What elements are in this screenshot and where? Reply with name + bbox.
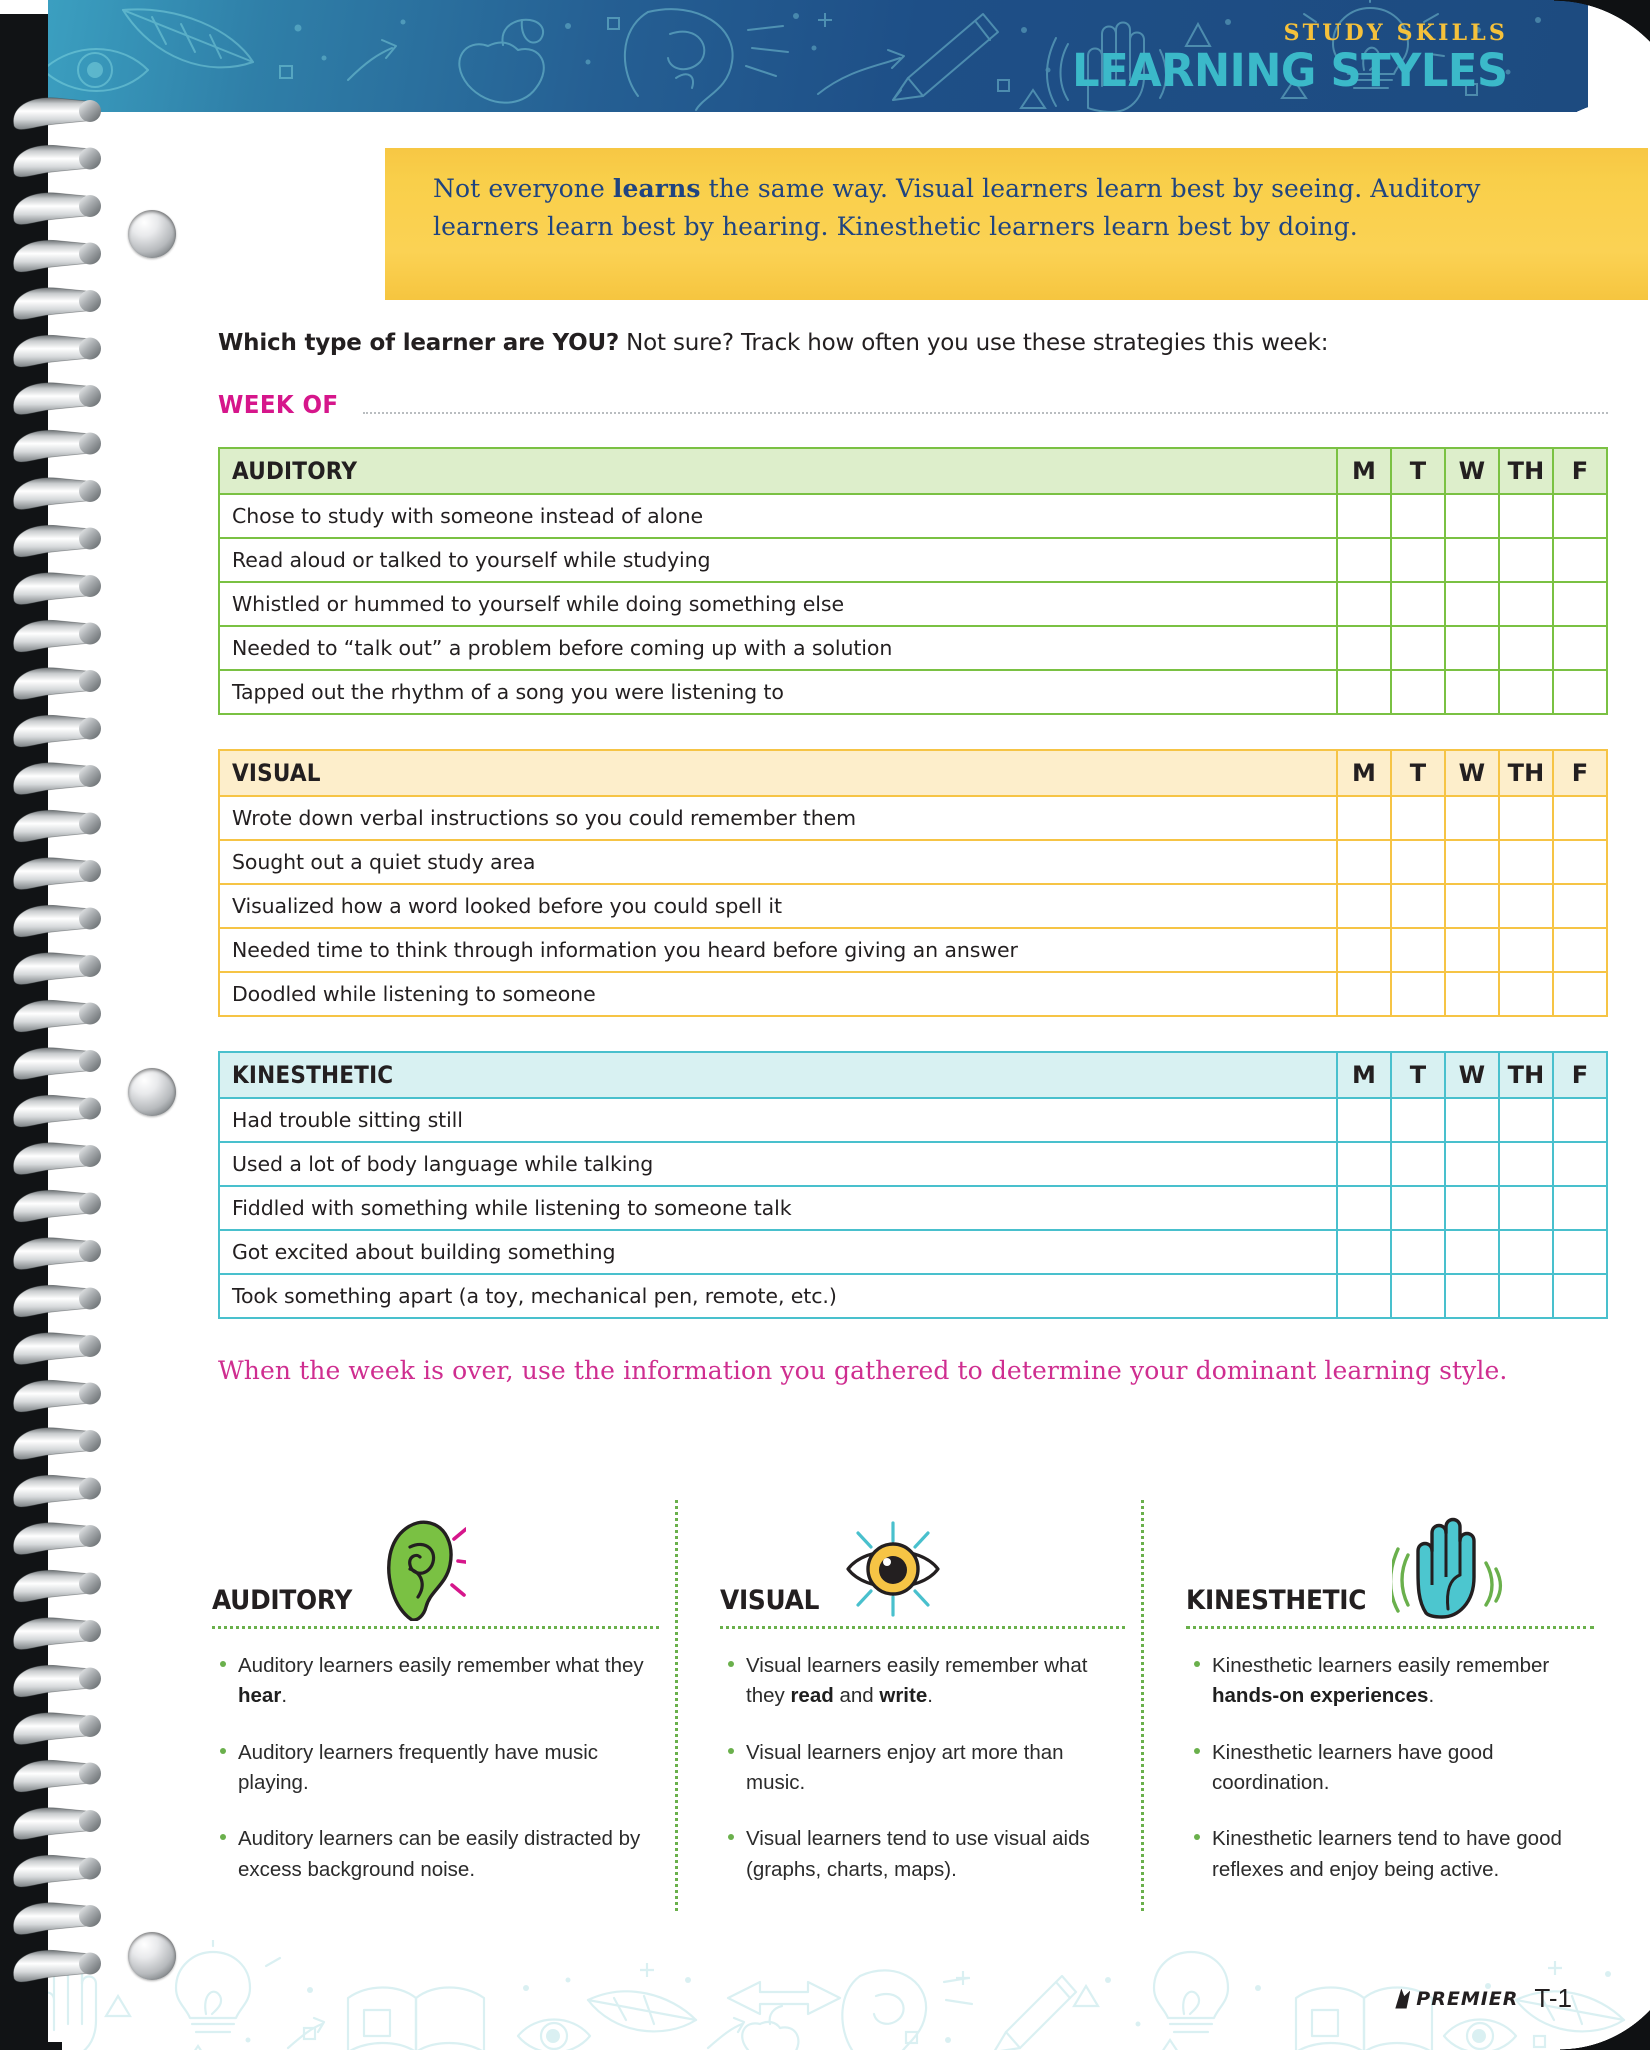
check-cell-th[interactable] <box>1499 1098 1553 1142</box>
page-title: LEARNING STYLES <box>1072 44 1508 97</box>
fact-text: Visual learners enjoy art more than music. <box>746 1740 1064 1794</box>
visual-item-label: Doodled while listening to someone <box>219 972 1337 1016</box>
hole-punch <box>128 210 176 258</box>
table-row <box>219 1098 1607 1142</box>
main-content <box>218 330 1608 1389</box>
check-cell-t[interactable] <box>1391 626 1445 670</box>
week-of-label: WEEK OF <box>218 390 339 419</box>
fact-text: Auditory learners frequently have music playing. <box>238 1740 599 1794</box>
check-cell-f[interactable] <box>1553 1098 1607 1142</box>
tracking-prompt-question: Which type of learner are YOU? <box>218 330 620 356</box>
list-item <box>1190 1824 1584 1885</box>
kinesthetic-item-label: Had trouble sitting still <box>219 1098 1337 1142</box>
auditory-item-label: Whistled or hummed to yourself while doing something else <box>219 582 1337 626</box>
kinesthetic-checklist-table <box>218 1051 1608 1319</box>
check-cell-w[interactable] <box>1445 840 1499 884</box>
summary-facts-visual <box>720 1651 1125 1885</box>
auditory-item-label: Chose to study with someone instead of alone <box>219 494 1337 538</box>
list-item <box>216 1824 649 1885</box>
visual-item-label: Wrote down verbal instructions so you could remember them <box>219 796 1337 840</box>
premier-logo <box>1395 1988 1518 2010</box>
day-header-f: F <box>1553 448 1607 494</box>
fact-text: Visual learners easily remember what they <box>746 1654 1088 1708</box>
kinesthetic-item-label: Took something apart (a toy, mechanical pen, remote, etc.) <box>219 1274 1337 1318</box>
check-cell-t[interactable] <box>1391 1230 1445 1274</box>
summary-divider-visual <box>720 1626 1125 1629</box>
day-header-f: F <box>1553 1052 1607 1098</box>
check-cell-w[interactable] <box>1445 1274 1499 1318</box>
page-corner-top-right <box>1554 0 1650 150</box>
list-item <box>216 1738 649 1799</box>
check-cell-w[interactable] <box>1445 796 1499 840</box>
check-cell-f[interactable] <box>1553 670 1607 714</box>
table-row <box>219 1274 1607 1318</box>
hole-punch <box>128 1068 176 1116</box>
check-cell-t[interactable] <box>1391 538 1445 582</box>
day-header-m: M <box>1337 750 1391 796</box>
check-cell-m[interactable] <box>1337 582 1391 626</box>
summary-facts-auditory <box>212 1651 659 1885</box>
intro-part-1: Not everyone <box>433 174 613 203</box>
day-header-m: M <box>1337 1052 1391 1098</box>
visual-item-label: Needed time to think through information you heard before giving an answer <box>219 928 1337 972</box>
day-header-w: W <box>1445 750 1499 796</box>
page-corner-bottom-right <box>1560 1910 1650 2050</box>
check-cell-m[interactable] <box>1337 626 1391 670</box>
check-cell-f[interactable] <box>1553 1142 1607 1186</box>
table-row <box>219 670 1607 714</box>
closing-instruction: When the week is over, use the information you gathered to determine your dominant learning style. <box>218 1356 1508 1385</box>
auditory-item-label: Tapped out the rhythm of a song you were listening to <box>219 670 1337 714</box>
check-cell-th[interactable] <box>1499 670 1553 714</box>
check-cell-f[interactable] <box>1553 494 1607 538</box>
summary-title-auditory: AUDITORY <box>212 1585 353 1616</box>
check-cell-f[interactable] <box>1553 840 1607 884</box>
fact-text: Auditory learners easily remember what they <box>238 1654 644 1677</box>
kinesthetic-item-label: Fiddled with something while listening to someone talk <box>219 1186 1337 1230</box>
check-cell-t[interactable] <box>1391 884 1445 928</box>
table-row <box>219 884 1607 928</box>
check-cell-m[interactable] <box>1337 1142 1391 1186</box>
kinesthetic-item-label: Got excited about building something <box>219 1230 1337 1274</box>
summary-header-kinesthetic <box>1186 1500 1594 1620</box>
fact-bold-2: write <box>879 1684 928 1708</box>
banner-title-group <box>1054 20 1508 97</box>
table-row <box>219 582 1607 626</box>
kinesthetic-table-title <box>219 1052 1337 1098</box>
premier-logo-mark <box>1395 1989 1410 2009</box>
check-cell-t[interactable] <box>1391 582 1445 626</box>
table-row <box>219 1186 1607 1230</box>
day-header-th: TH <box>1499 1052 1553 1098</box>
auditory-table-title-text: AUDITORY <box>232 457 358 485</box>
check-cell-w[interactable] <box>1445 1098 1499 1142</box>
day-header-t: T <box>1391 448 1445 494</box>
check-cell-th[interactable] <box>1499 840 1553 884</box>
check-cell-f[interactable] <box>1553 1230 1607 1274</box>
check-cell-f[interactable] <box>1553 1186 1607 1230</box>
check-cell-m[interactable] <box>1337 538 1391 582</box>
day-header-f: F <box>1553 750 1607 796</box>
check-cell-f[interactable] <box>1553 972 1607 1016</box>
check-cell-m[interactable] <box>1337 1186 1391 1230</box>
eye-icon <box>838 1517 948 1626</box>
table-row <box>219 626 1607 670</box>
check-cell-w[interactable] <box>1445 670 1499 714</box>
check-cell-f[interactable] <box>1553 796 1607 840</box>
page-number: T-1 <box>1534 1983 1572 2013</box>
visual-item-label: Visualized how a word looked before you could spell it <box>219 884 1337 928</box>
table-row <box>219 538 1607 582</box>
spiral-binding <box>0 0 160 2050</box>
visual-table-title-text: VISUAL <box>232 759 321 787</box>
check-cell-t[interactable] <box>1391 1186 1445 1230</box>
check-cell-t[interactable] <box>1391 972 1445 1016</box>
check-cell-th[interactable] <box>1499 538 1553 582</box>
summary-divider-auditory <box>212 1626 659 1629</box>
summary-header-visual <box>720 1500 1125 1620</box>
check-cell-th[interactable] <box>1499 1186 1553 1230</box>
check-cell-m[interactable] <box>1337 928 1391 972</box>
check-cell-w[interactable] <box>1445 884 1499 928</box>
check-cell-w[interactable] <box>1445 538 1499 582</box>
check-cell-th[interactable] <box>1499 1230 1553 1274</box>
check-cell-th[interactable] <box>1499 884 1553 928</box>
day-header-t: T <box>1391 1052 1445 1098</box>
auditory-item-label: Read aloud or talked to yourself while studying <box>219 538 1337 582</box>
check-cell-w[interactable] <box>1445 582 1499 626</box>
fact-text: Kinesthetic learners have good coordination. <box>1212 1740 1494 1794</box>
hand-icon <box>1392 1513 1504 1626</box>
week-of-input[interactable] <box>363 411 1608 414</box>
check-cell-w[interactable] <box>1445 494 1499 538</box>
check-cell-m[interactable] <box>1337 1230 1391 1274</box>
banner-kicker: STUDY SKILLS <box>1283 20 1508 46</box>
table-row <box>219 494 1607 538</box>
check-cell-w[interactable] <box>1445 1186 1499 1230</box>
check-cell-m[interactable] <box>1337 884 1391 928</box>
check-cell-th[interactable] <box>1499 582 1553 626</box>
list-item <box>724 1738 1115 1799</box>
check-cell-th[interactable] <box>1499 626 1553 670</box>
hole-punch <box>128 1932 176 1980</box>
visual-checklist-table <box>218 749 1608 1017</box>
check-cell-w[interactable] <box>1445 1142 1499 1186</box>
summary-column-kinesthetic <box>1144 1500 1610 1911</box>
check-cell-th[interactable] <box>1499 1142 1553 1186</box>
list-item <box>216 1651 649 1712</box>
day-header-w: W <box>1445 448 1499 494</box>
table-row <box>219 1142 1607 1186</box>
page-footer-band <box>48 1940 1650 2050</box>
tracking-prompt-rest: Not sure? Track how often you use these strategies this week: <box>619 330 1329 356</box>
summary-title-visual: VISUAL <box>720 1585 820 1616</box>
auditory-item-label: Needed to “talk out” a problem before coming up with a solution <box>219 626 1337 670</box>
fact-bold: read <box>790 1684 834 1708</box>
check-cell-t[interactable] <box>1391 1142 1445 1186</box>
fact-text: Auditory learners can be easily distracted by excess background noise. <box>238 1827 641 1881</box>
table-row <box>219 796 1607 840</box>
check-cell-t[interactable] <box>1391 1098 1445 1142</box>
visual-table-title <box>219 750 1337 796</box>
check-cell-t[interactable] <box>1391 840 1445 884</box>
learning-style-summary-columns <box>212 1500 1612 1911</box>
fact-bold: hands-on experiences <box>1212 1684 1429 1708</box>
check-cell-f[interactable] <box>1553 626 1607 670</box>
check-cell-t[interactable] <box>1391 928 1445 972</box>
day-header-m: M <box>1337 448 1391 494</box>
fact-tail: . <box>927 1684 933 1708</box>
check-cell-th[interactable] <box>1499 494 1553 538</box>
fact-text: Kinesthetic learners easily remember <box>1212 1654 1550 1677</box>
premier-logo-text: PREMIER <box>1416 1987 1519 2010</box>
table-row <box>219 972 1607 1016</box>
check-cell-th[interactable] <box>1499 1274 1553 1318</box>
day-header-t: T <box>1391 750 1445 796</box>
check-cell-f[interactable] <box>1553 538 1607 582</box>
visual-item-label: Sought out a quiet study area <box>219 840 1337 884</box>
ear-icon <box>374 1517 466 1626</box>
check-cell-t[interactable] <box>1391 670 1445 714</box>
check-cell-w[interactable] <box>1445 928 1499 972</box>
fact-mid: and <box>833 1684 880 1708</box>
check-cell-t[interactable] <box>1391 1274 1445 1318</box>
check-cell-t[interactable] <box>1391 494 1445 538</box>
day-header-th: TH <box>1499 750 1553 796</box>
summary-divider-kinesthetic <box>1186 1626 1594 1629</box>
check-cell-m[interactable] <box>1337 840 1391 884</box>
kinesthetic-item-label: Used a lot of body language while talking <box>219 1142 1337 1186</box>
day-header-w: W <box>1445 1052 1499 1098</box>
week-of-row <box>218 390 1608 419</box>
tracking-prompt <box>218 330 1608 356</box>
check-cell-m[interactable] <box>1337 972 1391 1016</box>
footer-meta <box>1395 1983 1572 2014</box>
auditory-checklist-table <box>218 447 1608 715</box>
summary-header-auditory <box>212 1500 659 1620</box>
table-row <box>219 928 1607 972</box>
page-header-banner <box>48 0 1588 112</box>
check-cell-m[interactable] <box>1337 1098 1391 1142</box>
check-cell-f[interactable] <box>1553 1274 1607 1318</box>
check-cell-th[interactable] <box>1499 972 1553 1016</box>
list-item <box>1190 1651 1584 1712</box>
check-cell-th[interactable] <box>1499 928 1553 972</box>
table-row <box>219 1230 1607 1274</box>
day-header-th: TH <box>1499 448 1553 494</box>
check-cell-m[interactable] <box>1337 670 1391 714</box>
kinesthetic-table-title-text: KINESTHETIC <box>232 1061 394 1089</box>
intro-bold-learns: learns <box>612 174 701 203</box>
visual-table-header-row <box>219 750 1607 796</box>
intro-callout-text <box>385 148 1648 246</box>
fact-tail: . <box>1428 1684 1435 1708</box>
list-item <box>1190 1738 1584 1799</box>
auditory-table-header-row <box>219 448 1607 494</box>
check-cell-t[interactable] <box>1391 796 1445 840</box>
check-cell-th[interactable] <box>1499 796 1553 840</box>
list-item <box>724 1824 1115 1885</box>
summary-column-visual <box>678 1500 1144 1911</box>
check-cell-m[interactable] <box>1337 796 1391 840</box>
fact-text: Visual learners tend to use visual aids (graphs, charts, maps). <box>746 1827 1090 1881</box>
check-cell-f[interactable] <box>1553 582 1607 626</box>
intro-callout <box>385 148 1648 300</box>
check-cell-f[interactable] <box>1553 928 1607 972</box>
check-cell-f[interactable] <box>1553 884 1607 928</box>
check-cell-w[interactable] <box>1445 626 1499 670</box>
table-row <box>219 840 1607 884</box>
summary-facts-kinesthetic <box>1186 1651 1594 1885</box>
summary-title-kinesthetic: KINESTHETIC <box>1186 1585 1367 1616</box>
check-cell-m[interactable] <box>1337 494 1391 538</box>
check-cell-w[interactable] <box>1445 972 1499 1016</box>
fact-text: Kinesthetic learners tend to have good reflexes and enjoy being active. <box>1212 1827 1562 1881</box>
auditory-table-title <box>219 448 1337 494</box>
check-cell-m[interactable] <box>1337 1274 1391 1318</box>
summary-column-auditory <box>212 1500 678 1911</box>
intro-part-2: the same way. Visual learners learn best by seeing. Auditory learners learn best by hearing. Kinesthetic learners learn best by doing. <box>433 174 1481 241</box>
fact-bold: hear <box>238 1684 282 1708</box>
list-item <box>724 1651 1115 1712</box>
fact-tail: . <box>281 1684 288 1708</box>
kinesthetic-table-header-row <box>219 1052 1607 1098</box>
check-cell-w[interactable] <box>1445 1230 1499 1274</box>
